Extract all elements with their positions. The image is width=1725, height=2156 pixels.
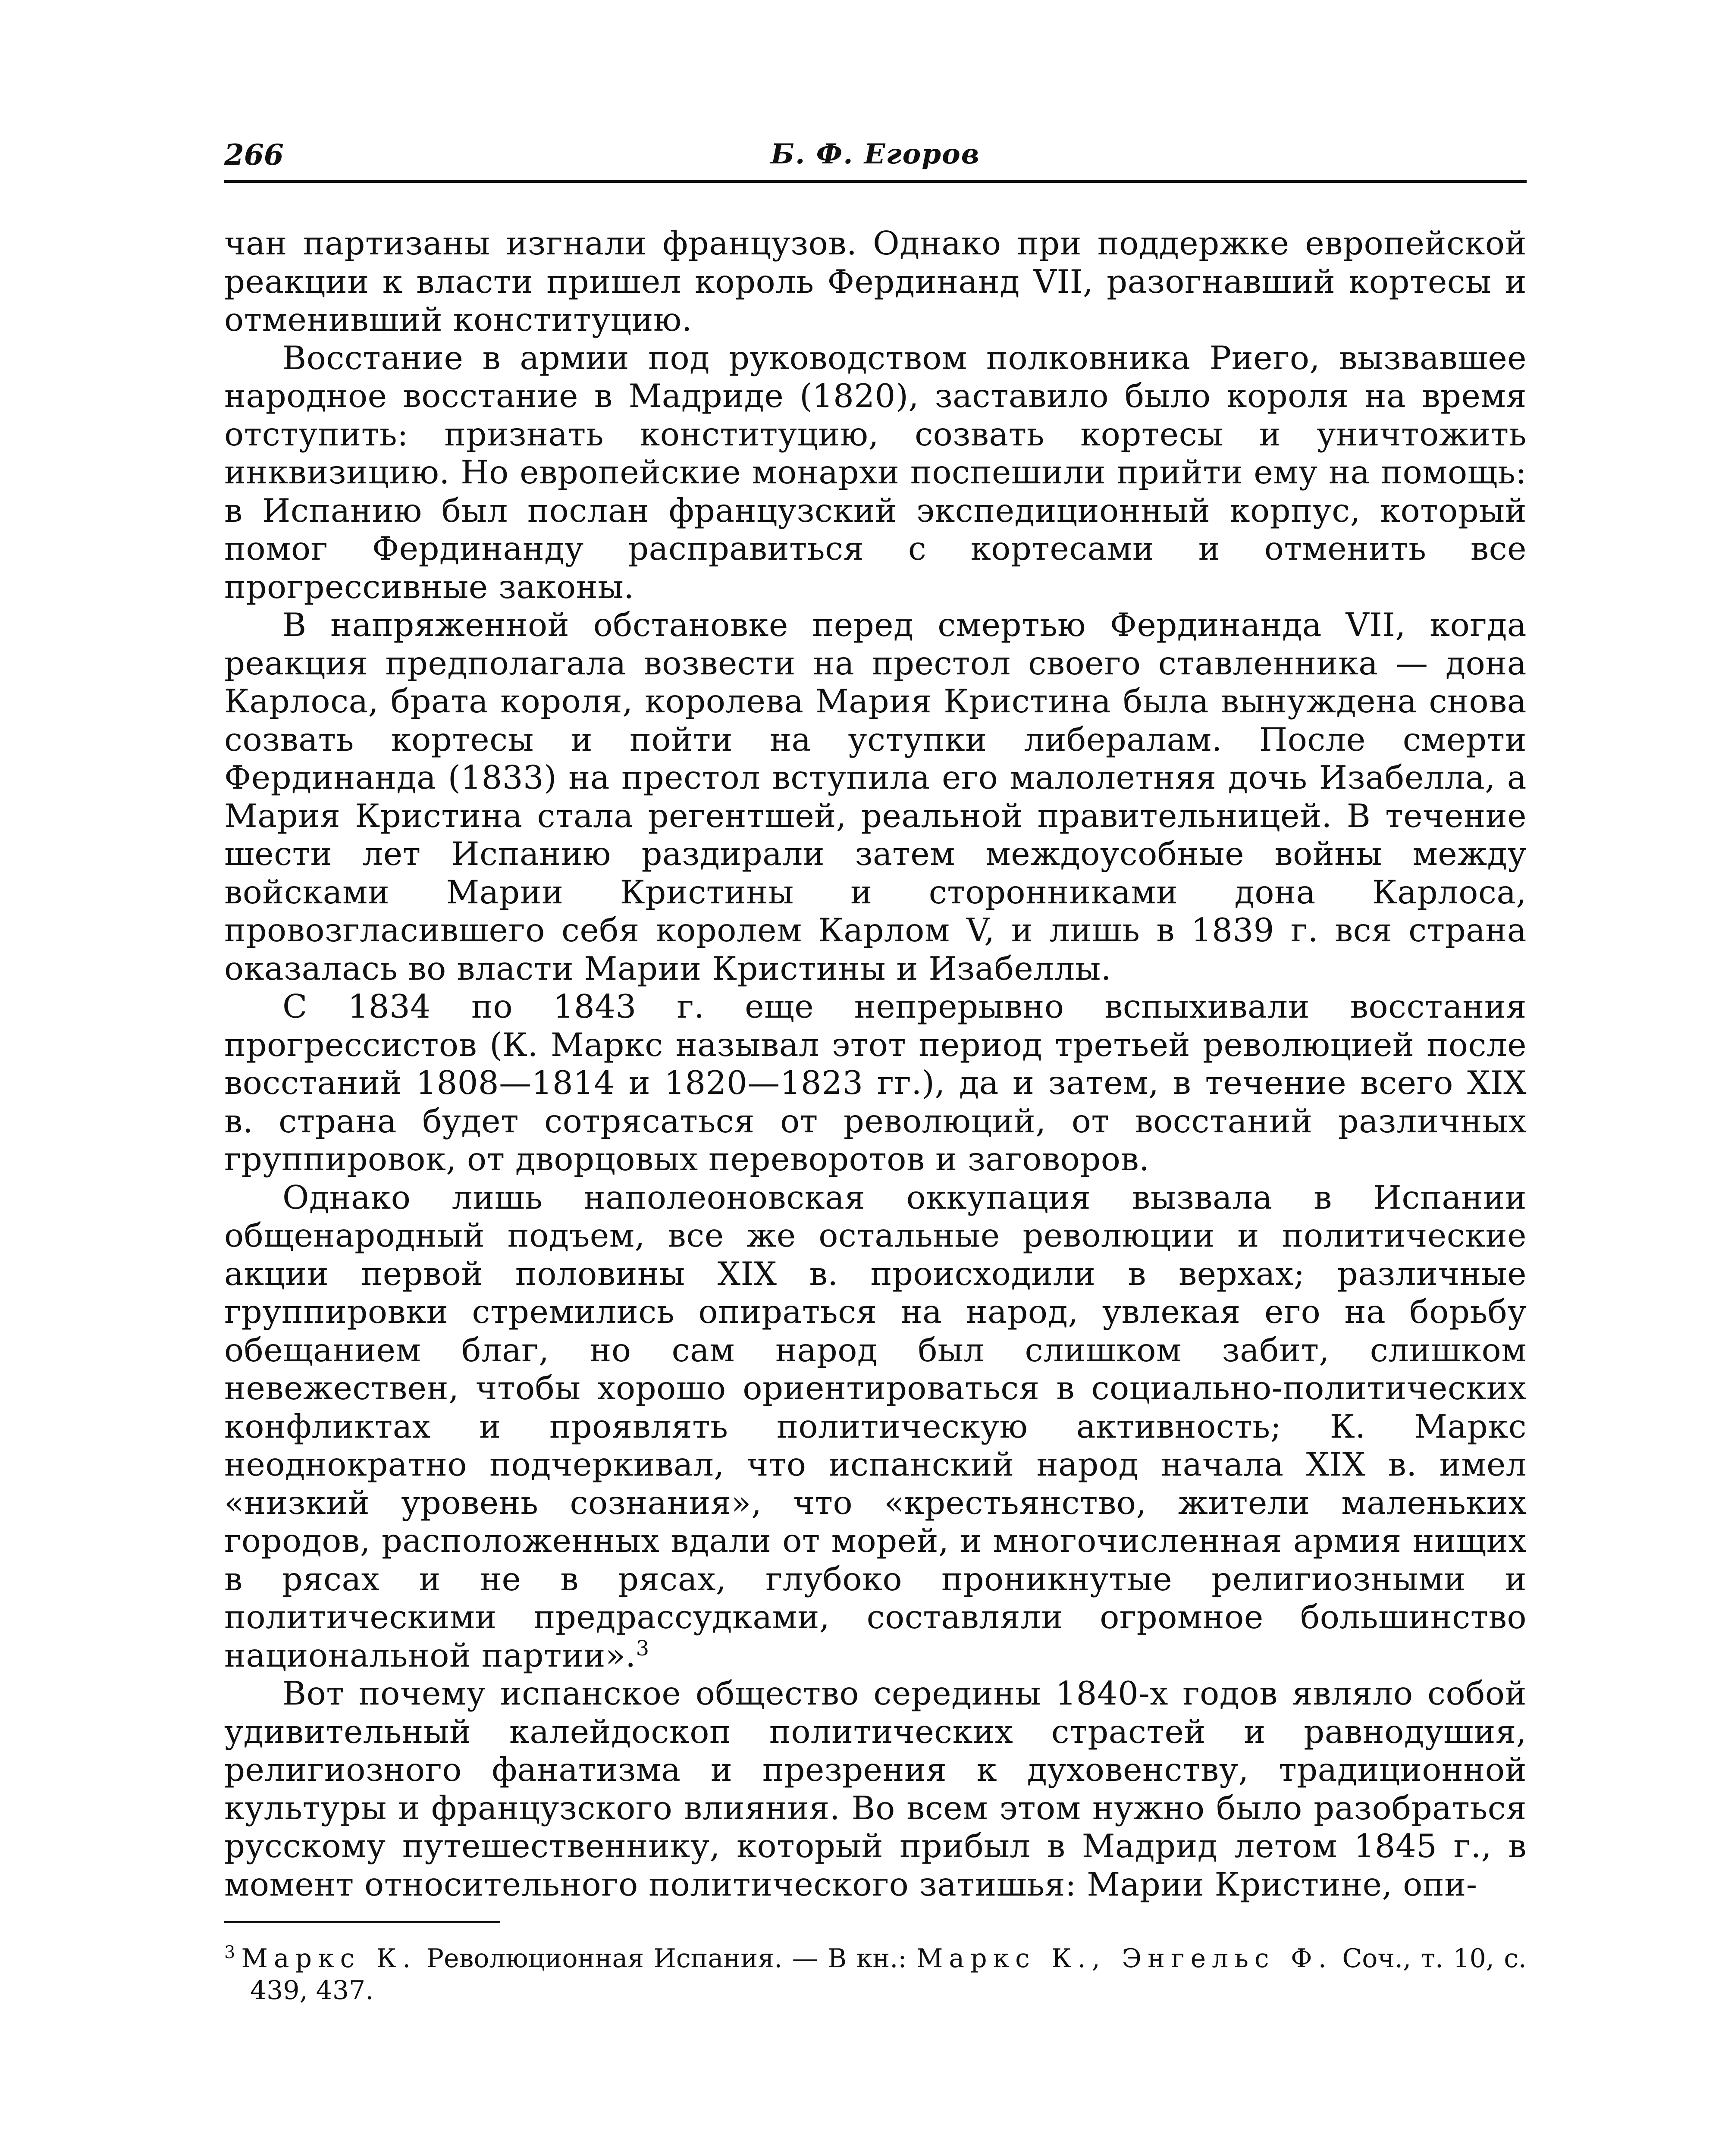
paragraph: Вот почему испанское общество середины 1840-х годов являло собой удивительный калейдоскоп политических страстей и равнодушия, религиозного фанатизма и презрения к духовенству, традиционной культуры и французского влияния. Во всем этом нужно было разобраться русскому путешественнику, который прибыл в Мадрид летом 1845 г., в момент относительного политического затишья: Марии Кристине, опи-	[224, 1674, 1527, 1903]
footnote-rule	[224, 1921, 500, 1923]
paragraph-text: Однако лишь наполеоновская оккупация вызвала в Испании общенародный подъем, все же остальные революции и политические акции первой половины XIX в. происходили в верхах; различные группировки стремились опираться на народ, увлекая его на борьбу обещанием благ, но сам народ был слишком забит, слишком невежествен, чтобы хорошо ориентироваться в социально-политических конфликтах и проявлять политическую активность; К. Маркс неоднократно подчеркивал, что испанский народ начала XIX в. имел «низкий уровень сознания», что «крестьянство, жители маленьких городов, расположенных вдали от морей, и многочисленная армия нищих в рясах и не в рясах, глубоко проникнутые религиозными и политическими предрассудками, составляли огромное большинство национальной партии».	[224, 1178, 1527, 1674]
footnote-reference: 3	[636, 1636, 649, 1661]
footnote-source: Соч., т. 10, с. 439, 437.	[250, 1943, 1527, 2006]
page-number: 266	[224, 138, 284, 172]
paragraph: чан партизаны изгнали французов. Однако при поддержке европейской реакции к власти пришел король Фердинанд VII, разогнавший кортесы и отменивший конституцию.	[224, 224, 1527, 338]
footnote-author: Маркс К.	[241, 1943, 417, 1974]
footnote	[224, 1943, 1527, 2006]
paragraph: С 1834 по 1843 г. еще непрерывно вспыхивали восстания прогрессистов (К. Маркс называл этот период третьей революцией после восстаний 1808—1814 и 1820—1823 гг.), да и затем, в течение всего XIX в. страна будет сотрясаться от революций, от восстаний различных группировок, от дворцовых переворотов и заговоров.	[224, 987, 1527, 1178]
paragraph-with-footnote	[224, 1178, 1527, 1675]
footnote-authors: Маркс К., Энгельс Ф.	[916, 1943, 1333, 1974]
running-title: Б. Ф. Егоров	[771, 138, 980, 170]
running-head	[224, 129, 1527, 177]
body-text	[224, 224, 1527, 1903]
paragraph: Восстание в армии под руководством полковника Риего, вызвавшее народное восстание в Мадриде (1820), заставило было короля на время отступить: признать конституцию, созвать кортесы и уничтожить инквизицию. Но европейские монархи поспешили прийти ему на помощь: в Испанию был послан французский экспедиционный корпус, который помог Фердинанду расправиться с кортесами и отменить все прогрессивные законы.	[224, 338, 1527, 606]
footnote-text	[224, 1943, 1527, 2006]
paragraph: В напряженной обстановке перед смертью Фердинанда VII, когда реакция предполагала возвести на престол своего ставленника — дона Карлоса, брата короля, королева Мария Кристина была вынуждена снова созвать кортесы и пойти на уступки либералам. После смерти Фердинанда (1833) на престол вступила его малолетняя дочь Изабелла, а Мария Кристина стала регентшей, реальной правительницей. В течение шести лет Испанию раздирали затем междоусобные войны между войсками Марии Кристины и сторонниками дона Карлоса, провозгласившего себя королем Карлом V, и лишь в 1839 г. вся страна оказалась во власти Марии Кристины и Изабеллы.	[224, 606, 1527, 987]
header-rule	[224, 180, 1527, 183]
footnote-title: Революционная Испания. — В кн.:	[417, 1943, 916, 1974]
footnote-mark: 3	[224, 1943, 235, 1962]
